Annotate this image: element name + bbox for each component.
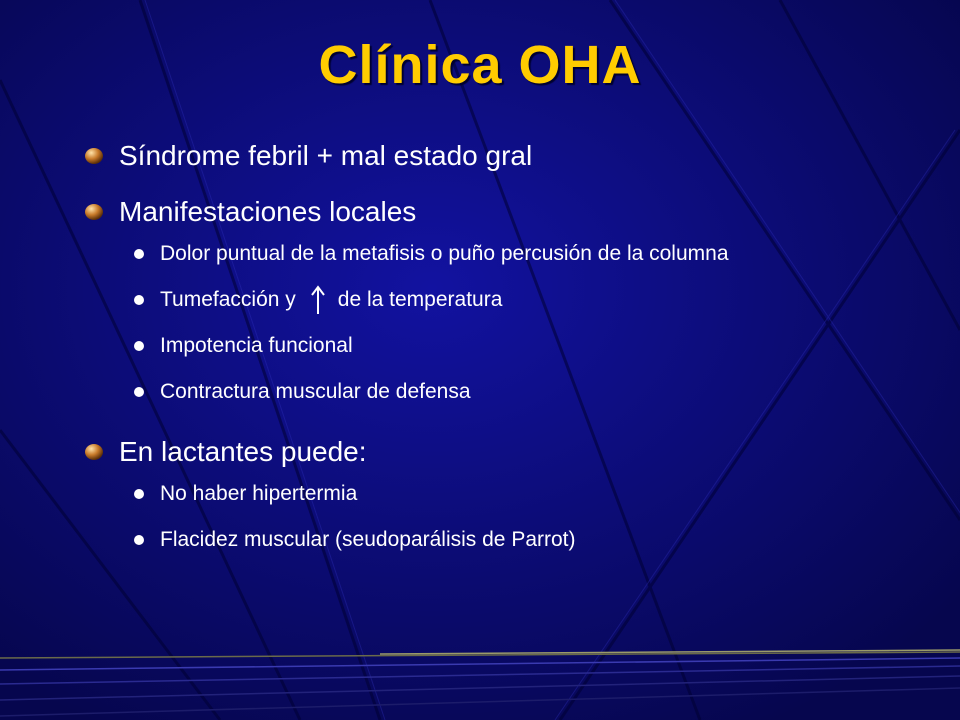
dot-bullet-icon xyxy=(134,535,144,545)
sub-bullet-text: Flacidez muscular (seudoparálisis de Parrot) xyxy=(160,528,576,551)
footer-decorative-lines xyxy=(0,648,960,720)
bullet-text: En lactantes puede: xyxy=(119,436,367,467)
sub-bullet-text: Dolor puntual de la metafisis o puño percusión de la columna xyxy=(160,242,729,265)
sub-bullet-text-after: de la temperatura xyxy=(337,288,503,311)
sub-bullet-text-before: Tumefacción y xyxy=(160,288,296,311)
dot-bullet-icon xyxy=(134,295,144,305)
sub-bullet-text: No haber hipertermia xyxy=(160,482,358,505)
sub-bullet-item xyxy=(134,285,884,315)
sub-bullet-item xyxy=(134,377,884,407)
sub-bullet-item xyxy=(134,331,884,361)
sub-bullet-list xyxy=(84,479,884,555)
bronze-ball-bullet-icon xyxy=(84,146,104,166)
sub-bullet-list xyxy=(84,239,884,407)
up-arrow-icon xyxy=(306,285,330,315)
bullet-item xyxy=(84,431,884,473)
bronze-ball-bullet-icon xyxy=(84,202,104,222)
slide-title: Clínica OHA xyxy=(318,35,642,95)
bullet-item xyxy=(84,135,884,177)
bullet-text: Síndrome febril + mal estado gral xyxy=(119,140,533,171)
bullet-item xyxy=(84,191,884,233)
sub-bullet-item xyxy=(134,239,884,269)
dot-bullet-icon xyxy=(134,489,144,499)
dot-bullet-icon xyxy=(134,249,144,259)
dot-bullet-icon xyxy=(134,387,144,397)
bronze-ball-bullet-icon xyxy=(84,442,104,462)
sub-bullet-item xyxy=(134,479,884,509)
bullet-list xyxy=(84,135,884,579)
sub-bullet-text: Impotencia funcional xyxy=(160,334,353,357)
bullet-text: Manifestaciones locales xyxy=(119,196,417,227)
dot-bullet-icon xyxy=(134,341,144,351)
sub-bullet-item xyxy=(134,525,884,555)
sub-bullet-text: Contractura muscular de defensa xyxy=(160,380,471,403)
